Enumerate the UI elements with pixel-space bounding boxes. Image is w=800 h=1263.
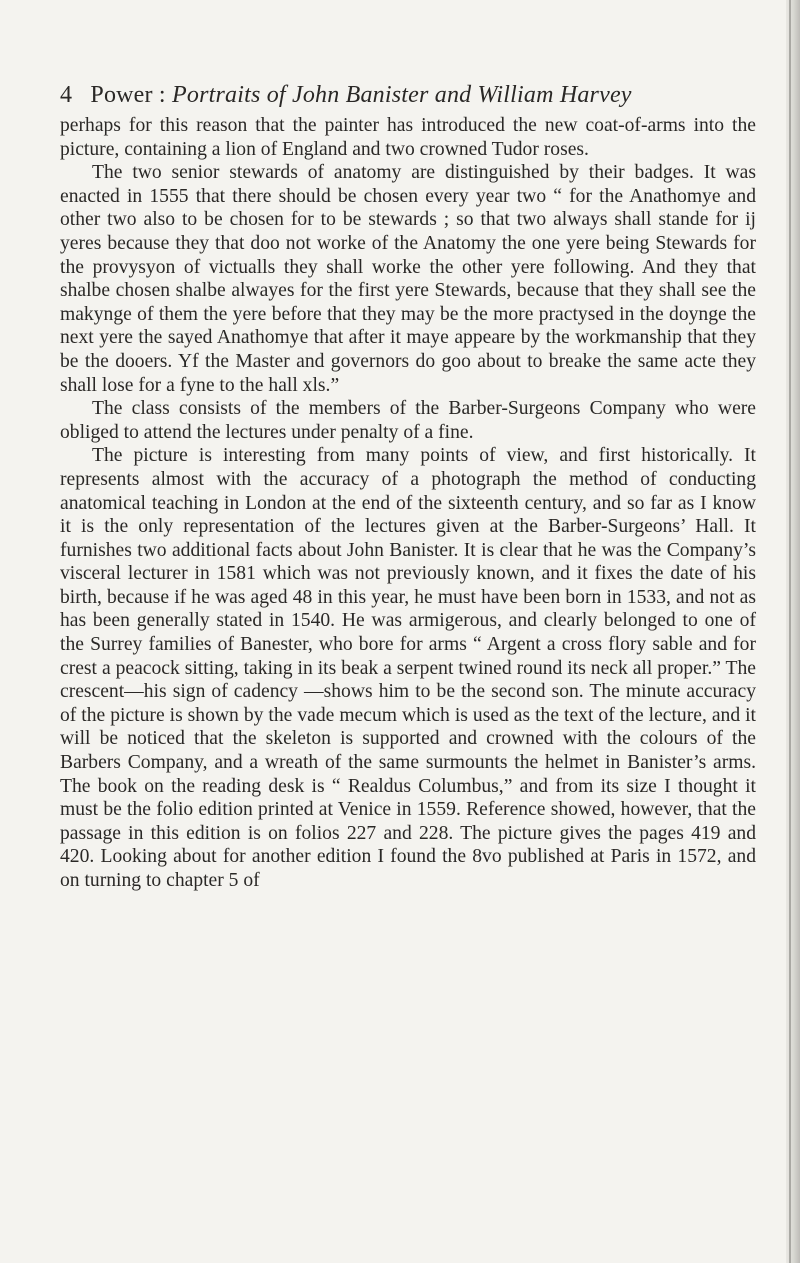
running-header [60,82,632,109]
paragraph-class: The class consists of the members of the Barber-Surgeons Company who were obliged to attend the lectures under penalty of a fine. [60,398,756,443]
header-title: Portraits of John Banister and William Harvey [172,82,632,108]
body-text [60,114,756,893]
paragraph-picture: The picture is interesting from many points of view, and first historically. It represents almost with the accuracy of a photograph the method of conducting anatomical teaching in London at the end of the sixteenth century, and so far as I know it is the only representation of the lectures given at the Barber-Surgeons’ Hall. It furnishes two additional facts about John Banister. It is clear that he was the Company’s visceral lecturer in 1581 which was not previously known, and it fixes the date of his birth, because if he was aged 48 in this year, he must have been born in 1533, and not as has been generally stated in 1540. He was armigerous, and clearly belonged to one of the Surrey families of Banester, who bore for arms “ Argent a cross flory sable and for crest a peacock sitting, taking in its beak a serpent twined round its neck all proper.” The crescent—his sign of cadency —shows him to be the second son. The minute accuracy of the picture is shown by the vade mecum which is used as the text of the lecture, and it will be noticed that the skeleton is supported and crowned with the colours of the Barbers Company, and a wreath of the same surmounts the helmet in Banister’s arms. The book on the reading desk is “ Realdus Columbus,” and from its size I thought it must be the folio edition printed at Venice in 1559. Reference showed, however, that the passage in this edition is on folios 227 and 228. The picture gives the pages 419 and 420. Looking about for another edition I found the 8vo published at Paris in 1572, and on turning to chapter 5 of [60,445,756,891]
page-edge-line [789,0,791,1263]
paragraph-stewards: The two senior stewards of anatomy are distinguished by their badges. It was enacted in 1555 that there should be chosen every year two “ for the Anathomye and other two also to be chosen for to be stewards ; so that two always shall stande for ij yeres because they that doo not worke of the Anatomy the one yere being Stewards for the provysyon of victualls they shall worke the other yere following. And they that shalbe chosen shalbe alwayes for the first yere Stewards, because that they shall see the makynge of them the yere before that they may be the more practysed in the doynge the next yere the sayed Anathomye that after it maye appeare by the workmanship that they be the dooers. Yf the Master and governors do goo about to breake the same acte they shall lose for a fyne to the hall xls.” [60,162,756,396]
page-number: 4 [60,82,73,108]
paragraph-continuation: perhaps for this reason that the painter has introduced the new coat-of-arms into the picture, containing a lion of England and two crowned Tudor roses. [60,115,756,160]
header-author: Power : [90,82,166,108]
